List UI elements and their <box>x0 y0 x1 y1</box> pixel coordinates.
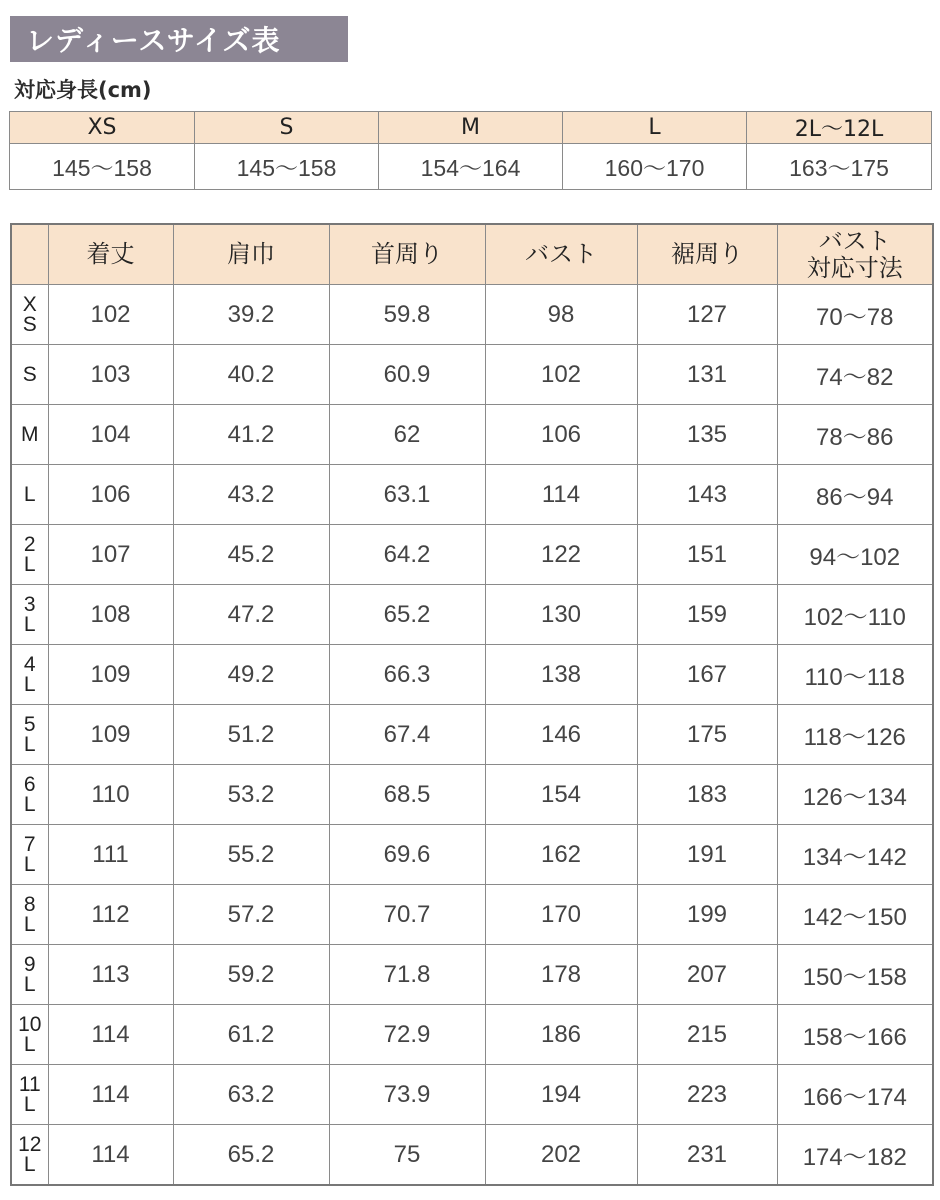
measurement-cell: 60.9 <box>329 345 485 405</box>
height-value-cell: 145～158 <box>195 144 379 190</box>
header-bust-fit: バスト 対応寸法 <box>777 224 933 285</box>
measurement-cell: 223 <box>637 1065 777 1125</box>
size-label-cell: 8 L <box>11 885 48 945</box>
measurement-cell: 51.2 <box>173 705 329 765</box>
measurement-cell: 41.2 <box>173 405 329 465</box>
measurement-cell: 127 <box>637 285 777 345</box>
measurement-cell: 43.2 <box>173 465 329 525</box>
measurement-cell: 108 <box>48 585 173 645</box>
height-value-cell: 154～164 <box>379 144 563 190</box>
measurement-cell: 65.2 <box>329 585 485 645</box>
measurement-cell: 63.1 <box>329 465 485 525</box>
measurement-cell: 59.8 <box>329 285 485 345</box>
measurement-cell: 159 <box>637 585 777 645</box>
measurement-cell: 62 <box>329 405 485 465</box>
measurement-cell: 59.2 <box>173 945 329 1005</box>
corner-cell <box>11 224 48 285</box>
table-row <box>11 285 933 345</box>
measurement-cell: 64.2 <box>329 525 485 585</box>
measurement-cell: 118～126 <box>777 705 933 765</box>
measurement-cell: 186 <box>485 1005 637 1065</box>
measurement-cell: 73.9 <box>329 1065 485 1125</box>
measurement-cell: 178 <box>485 945 637 1005</box>
table-row <box>11 645 933 705</box>
measurement-cell: 126～134 <box>777 765 933 825</box>
measurement-cell: 114 <box>485 465 637 525</box>
size-label-cell: S <box>11 345 48 405</box>
size-label-cell: 12 L <box>11 1125 48 1186</box>
measurement-cell: 158～166 <box>777 1005 933 1065</box>
height-table-value-row <box>10 144 932 190</box>
table-row <box>11 885 933 945</box>
measurement-cell: 106 <box>48 465 173 525</box>
measurement-cell: 75 <box>329 1125 485 1186</box>
table-row <box>11 465 933 525</box>
measurement-cell: 67.4 <box>329 705 485 765</box>
measurement-cell: 102～110 <box>777 585 933 645</box>
height-header-cell: S <box>195 112 379 144</box>
height-header-cell: XS <box>10 112 195 144</box>
measurement-cell: 175 <box>637 705 777 765</box>
measurement-cell: 231 <box>637 1125 777 1186</box>
header-shoulder: 肩巾 <box>173 224 329 285</box>
table-row <box>11 1125 933 1186</box>
measurement-cell: 57.2 <box>173 885 329 945</box>
height-table-header-row <box>10 112 932 144</box>
header-length: 着丈 <box>48 224 173 285</box>
measurement-cell: 113 <box>48 945 173 1005</box>
height-value-cell: 145～158 <box>10 144 195 190</box>
header-hem: 裾周り <box>637 224 777 285</box>
measurement-cell: 72.9 <box>329 1005 485 1065</box>
measurement-cell: 78～86 <box>777 405 933 465</box>
measurement-cell: 109 <box>48 705 173 765</box>
measurement-cell: 114 <box>48 1125 173 1186</box>
measurement-cell: 143 <box>637 465 777 525</box>
measurement-cell: 138 <box>485 645 637 705</box>
size-label-cell: 6 L <box>11 765 48 825</box>
size-label-cell: 10 L <box>11 1005 48 1065</box>
table-row <box>11 765 933 825</box>
height-value-cell: 160～170 <box>563 144 747 190</box>
size-label-cell: L <box>11 465 48 525</box>
height-header-cell: L <box>563 112 747 144</box>
measurement-cell: 69.6 <box>329 825 485 885</box>
table-row <box>11 1005 933 1065</box>
size-label-cell: 3 L <box>11 585 48 645</box>
measurement-cell: 86～94 <box>777 465 933 525</box>
table-row <box>11 585 933 645</box>
measurement-cell: 102 <box>485 345 637 405</box>
measurement-cell: 191 <box>637 825 777 885</box>
table-row <box>11 405 933 465</box>
measurement-cell: 40.2 <box>173 345 329 405</box>
measurement-cell: 122 <box>485 525 637 585</box>
measurement-cell: 47.2 <box>173 585 329 645</box>
measurement-cell: 110～118 <box>777 645 933 705</box>
measurement-cell: 74～82 <box>777 345 933 405</box>
measurement-cell: 53.2 <box>173 765 329 825</box>
header-neck: 首周り <box>329 224 485 285</box>
measurement-cell: 215 <box>637 1005 777 1065</box>
measurement-cell: 150～158 <box>777 945 933 1005</box>
size-label-cell: 11 L <box>11 1065 48 1125</box>
measurement-cell: 98 <box>485 285 637 345</box>
measurement-cell: 70～78 <box>777 285 933 345</box>
measurement-cell: 174～182 <box>777 1125 933 1186</box>
measurement-table <box>10 223 934 1186</box>
table-row <box>11 705 933 765</box>
measurement-cell: 106 <box>485 405 637 465</box>
table-row <box>11 825 933 885</box>
measurement-cell: 49.2 <box>173 645 329 705</box>
measurement-cell: 109 <box>48 645 173 705</box>
measurement-cell: 170 <box>485 885 637 945</box>
measurement-cell: 110 <box>48 765 173 825</box>
measurement-cell: 65.2 <box>173 1125 329 1186</box>
measurement-cell: 183 <box>637 765 777 825</box>
header-bust: バスト <box>485 224 637 285</box>
size-label-cell: 9 L <box>11 945 48 1005</box>
measurement-cell: 114 <box>48 1065 173 1125</box>
measurement-cell: 146 <box>485 705 637 765</box>
measurement-cell: 199 <box>637 885 777 945</box>
table-row <box>11 1065 933 1125</box>
measurement-cell: 55.2 <box>173 825 329 885</box>
table-row <box>11 525 933 585</box>
measurement-cell: 194 <box>485 1065 637 1125</box>
height-table <box>9 111 932 190</box>
size-label-cell: 7 L <box>11 825 48 885</box>
measurement-cell: 71.8 <box>329 945 485 1005</box>
size-label-cell: X S <box>11 285 48 345</box>
measurement-cell: 39.2 <box>173 285 329 345</box>
measurement-cell: 45.2 <box>173 525 329 585</box>
measurement-cell: 68.5 <box>329 765 485 825</box>
measurement-cell: 103 <box>48 345 173 405</box>
measurement-cell: 162 <box>485 825 637 885</box>
measurement-cell: 112 <box>48 885 173 945</box>
measurement-cell: 202 <box>485 1125 637 1186</box>
measurement-cell: 167 <box>637 645 777 705</box>
measurement-cell: 151 <box>637 525 777 585</box>
measurement-cell: 61.2 <box>173 1005 329 1065</box>
height-value-cell: 163～175 <box>747 144 932 190</box>
measurement-cell: 111 <box>48 825 173 885</box>
page-title: レディースサイズ表 <box>10 16 348 62</box>
size-label-cell: 2 L <box>11 525 48 585</box>
measurement-cell: 130 <box>485 585 637 645</box>
measurement-cell: 66.3 <box>329 645 485 705</box>
measurement-cell: 114 <box>48 1005 173 1065</box>
table-row <box>11 345 933 405</box>
measurement-cell: 63.2 <box>173 1065 329 1125</box>
measurement-cell: 207 <box>637 945 777 1005</box>
measurement-cell: 135 <box>637 405 777 465</box>
table-row <box>11 945 933 1005</box>
measurement-header-row <box>11 224 933 285</box>
size-label-cell: 5 L <box>11 705 48 765</box>
size-label-cell: M <box>11 405 48 465</box>
measurement-cell: 104 <box>48 405 173 465</box>
measurement-cell: 134～142 <box>777 825 933 885</box>
size-label-cell: 4 L <box>11 645 48 705</box>
measurement-cell: 102 <box>48 285 173 345</box>
height-section-label: 対応身長(cm) <box>14 78 152 102</box>
measurement-cell: 107 <box>48 525 173 585</box>
measurement-cell: 94～102 <box>777 525 933 585</box>
height-header-cell: M <box>379 112 563 144</box>
measurement-cell: 131 <box>637 345 777 405</box>
measurement-cell: 154 <box>485 765 637 825</box>
measurement-cell: 166～174 <box>777 1065 933 1125</box>
measurement-cell: 142～150 <box>777 885 933 945</box>
measurement-cell: 70.7 <box>329 885 485 945</box>
height-header-cell: 2L～12L <box>747 112 932 144</box>
